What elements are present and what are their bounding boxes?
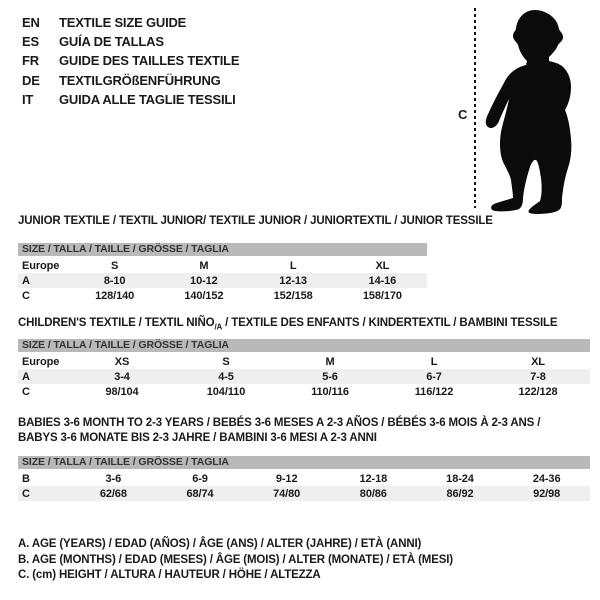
table-cell: 3-4 [114, 370, 130, 383]
table-cell: 92/98 [533, 487, 561, 500]
table-cell: 6-9 [192, 472, 208, 485]
language-title: GUIDE DES TAILLES TEXTILE [59, 53, 240, 69]
table-cell: 122/128 [518, 385, 558, 398]
title-subscript: /A [214, 322, 223, 332]
table-cell: 4-5 [218, 370, 234, 383]
table-cell: XL [375, 259, 390, 272]
table-cell: 7-8 [530, 370, 546, 383]
table-cell: 74/80 [273, 487, 301, 500]
title-text: CHILDREN'S TEXTILE / TEXTIL NIÑO [18, 317, 215, 329]
table-row [18, 273, 427, 288]
junior-table-title: JUNIOR TEXTILE / TEXTIL JUNIOR/ TEXTILE JUNIOR / JUNIORTEXTIL / JUNIOR TESSILE [18, 215, 493, 227]
table-cell: 12-13 [279, 274, 307, 287]
table-cell: S [222, 355, 230, 368]
note-age-months: B. AGE (MONTHS) / EDAD (MESES) / ÂGE (MOIS) / ALTER (MONATE) / ETÀ (MESI) [18, 553, 453, 566]
table-row [18, 369, 590, 384]
row-label: Europe [22, 355, 60, 368]
table-cell: 62/68 [99, 487, 127, 500]
junior-size-table [18, 243, 427, 303]
title-line: BABIES 3-6 MONTH TO 2-3 YEARS / BEBÉS 3-6 MESES A 2-3 AÑOS / BÉBÉS 3-6 MOIS À 2-3 ANS / [18, 417, 541, 429]
size-header-bar: SIZE / TALLA / TAILLE / GRÖSSE / TAGLIA [18, 243, 427, 256]
size-header-bar: SIZE / TALLA / TAILLE / GRÖSSE / TAGLIA [18, 456, 590, 469]
table-cell: 86/92 [446, 487, 474, 500]
row-label: C [22, 487, 30, 500]
childrens-table-title [18, 317, 557, 331]
title-line: BABYS 3-6 MONATE BIS 2-3 JAHRE / BAMBINI 3-6 MESI A 2-3 ANNI [18, 432, 377, 444]
table-cell: L [430, 355, 438, 368]
language-code: FR [22, 53, 39, 69]
table-cell: 9-12 [275, 472, 298, 485]
table-cell: 104/110 [206, 385, 246, 398]
table-row [18, 288, 427, 303]
language-title: TEXTILGRÖßENFÜHRUNG [59, 72, 221, 88]
row-label: A [22, 274, 30, 287]
babies-table-title [18, 416, 540, 446]
table-cell: 152/158 [273, 289, 313, 302]
table-cell: 80/86 [359, 487, 387, 500]
table-cell: 158/170 [362, 289, 402, 302]
language-title: GUÍA DE TALLAS [59, 34, 164, 50]
language-row [22, 90, 239, 109]
height-measure-dashed-line [474, 8, 476, 208]
table-cell: 6-7 [426, 370, 442, 383]
row-label: Europe [22, 259, 60, 272]
table-cell: 68/74 [186, 487, 214, 500]
table-cell: XL [531, 355, 545, 368]
table-cell: 24-36 [532, 472, 561, 485]
legend-notes [18, 537, 453, 584]
table-cell: S [111, 259, 119, 272]
table-cell: 18-24 [446, 472, 474, 485]
table-cell: 5-6 [322, 370, 338, 383]
note-age-years: A. AGE (YEARS) / EDAD (AÑOS) / ÂGE (ANS) / ALTER (JAHRE) / ETÀ (ANNI) [18, 538, 422, 550]
table-row [18, 384, 590, 399]
table-cell: 3-6 [105, 472, 122, 485]
language-row [22, 13, 239, 32]
height-measure-label: C [458, 107, 468, 122]
size-header-bar: SIZE / TALLA / TAILLE / GRÖSSE / TAGLIA [18, 339, 590, 352]
table-cell: L [289, 259, 297, 272]
table-cell: M [199, 259, 209, 272]
babies-size-table [18, 456, 590, 501]
baby-silhouette-icon [482, 6, 574, 216]
language-title: GUIDA ALLE TAGLIE TESSILI [59, 91, 236, 107]
table-cell: XS [114, 355, 130, 368]
row-label: A [22, 370, 30, 383]
table-cell: 8-10 [103, 274, 126, 287]
table-row [18, 471, 590, 486]
language-title: TEXTILE SIZE GUIDE [59, 15, 187, 31]
table-cell: 98/104 [105, 385, 139, 398]
language-code: IT [22, 91, 34, 107]
table-row [18, 258, 427, 273]
table-row [18, 354, 590, 369]
language-row [22, 32, 239, 51]
table-cell: 128/140 [95, 289, 135, 302]
language-title-list [22, 13, 239, 109]
table-cell: 10-12 [190, 274, 218, 287]
table-cell: M [325, 355, 335, 368]
language-row [22, 71, 239, 90]
row-label: C [22, 385, 30, 398]
language-code: ES [22, 34, 39, 50]
note-height-cm: C. (cm) HEIGHT / ALTURA / HAUTEUR / HÖHE / ALTEZZA [18, 569, 321, 582]
row-label: C [22, 289, 30, 302]
row-label: B [22, 472, 30, 485]
childrens-size-table [18, 339, 590, 399]
table-cell: 116/122 [414, 385, 454, 398]
table-cell: 110/116 [311, 385, 349, 398]
table-cell: 12-18 [359, 472, 388, 485]
table-cell: 140/152 [184, 289, 224, 302]
language-code: DE [22, 72, 40, 88]
title-text: / TEXTILE DES ENFANTS / KINDERTEXTIL / BAMBINI TESSILE [222, 317, 558, 329]
language-row [22, 51, 239, 70]
language-code: EN [22, 15, 40, 31]
table-cell: 14-16 [368, 274, 397, 287]
table-row [18, 486, 590, 501]
